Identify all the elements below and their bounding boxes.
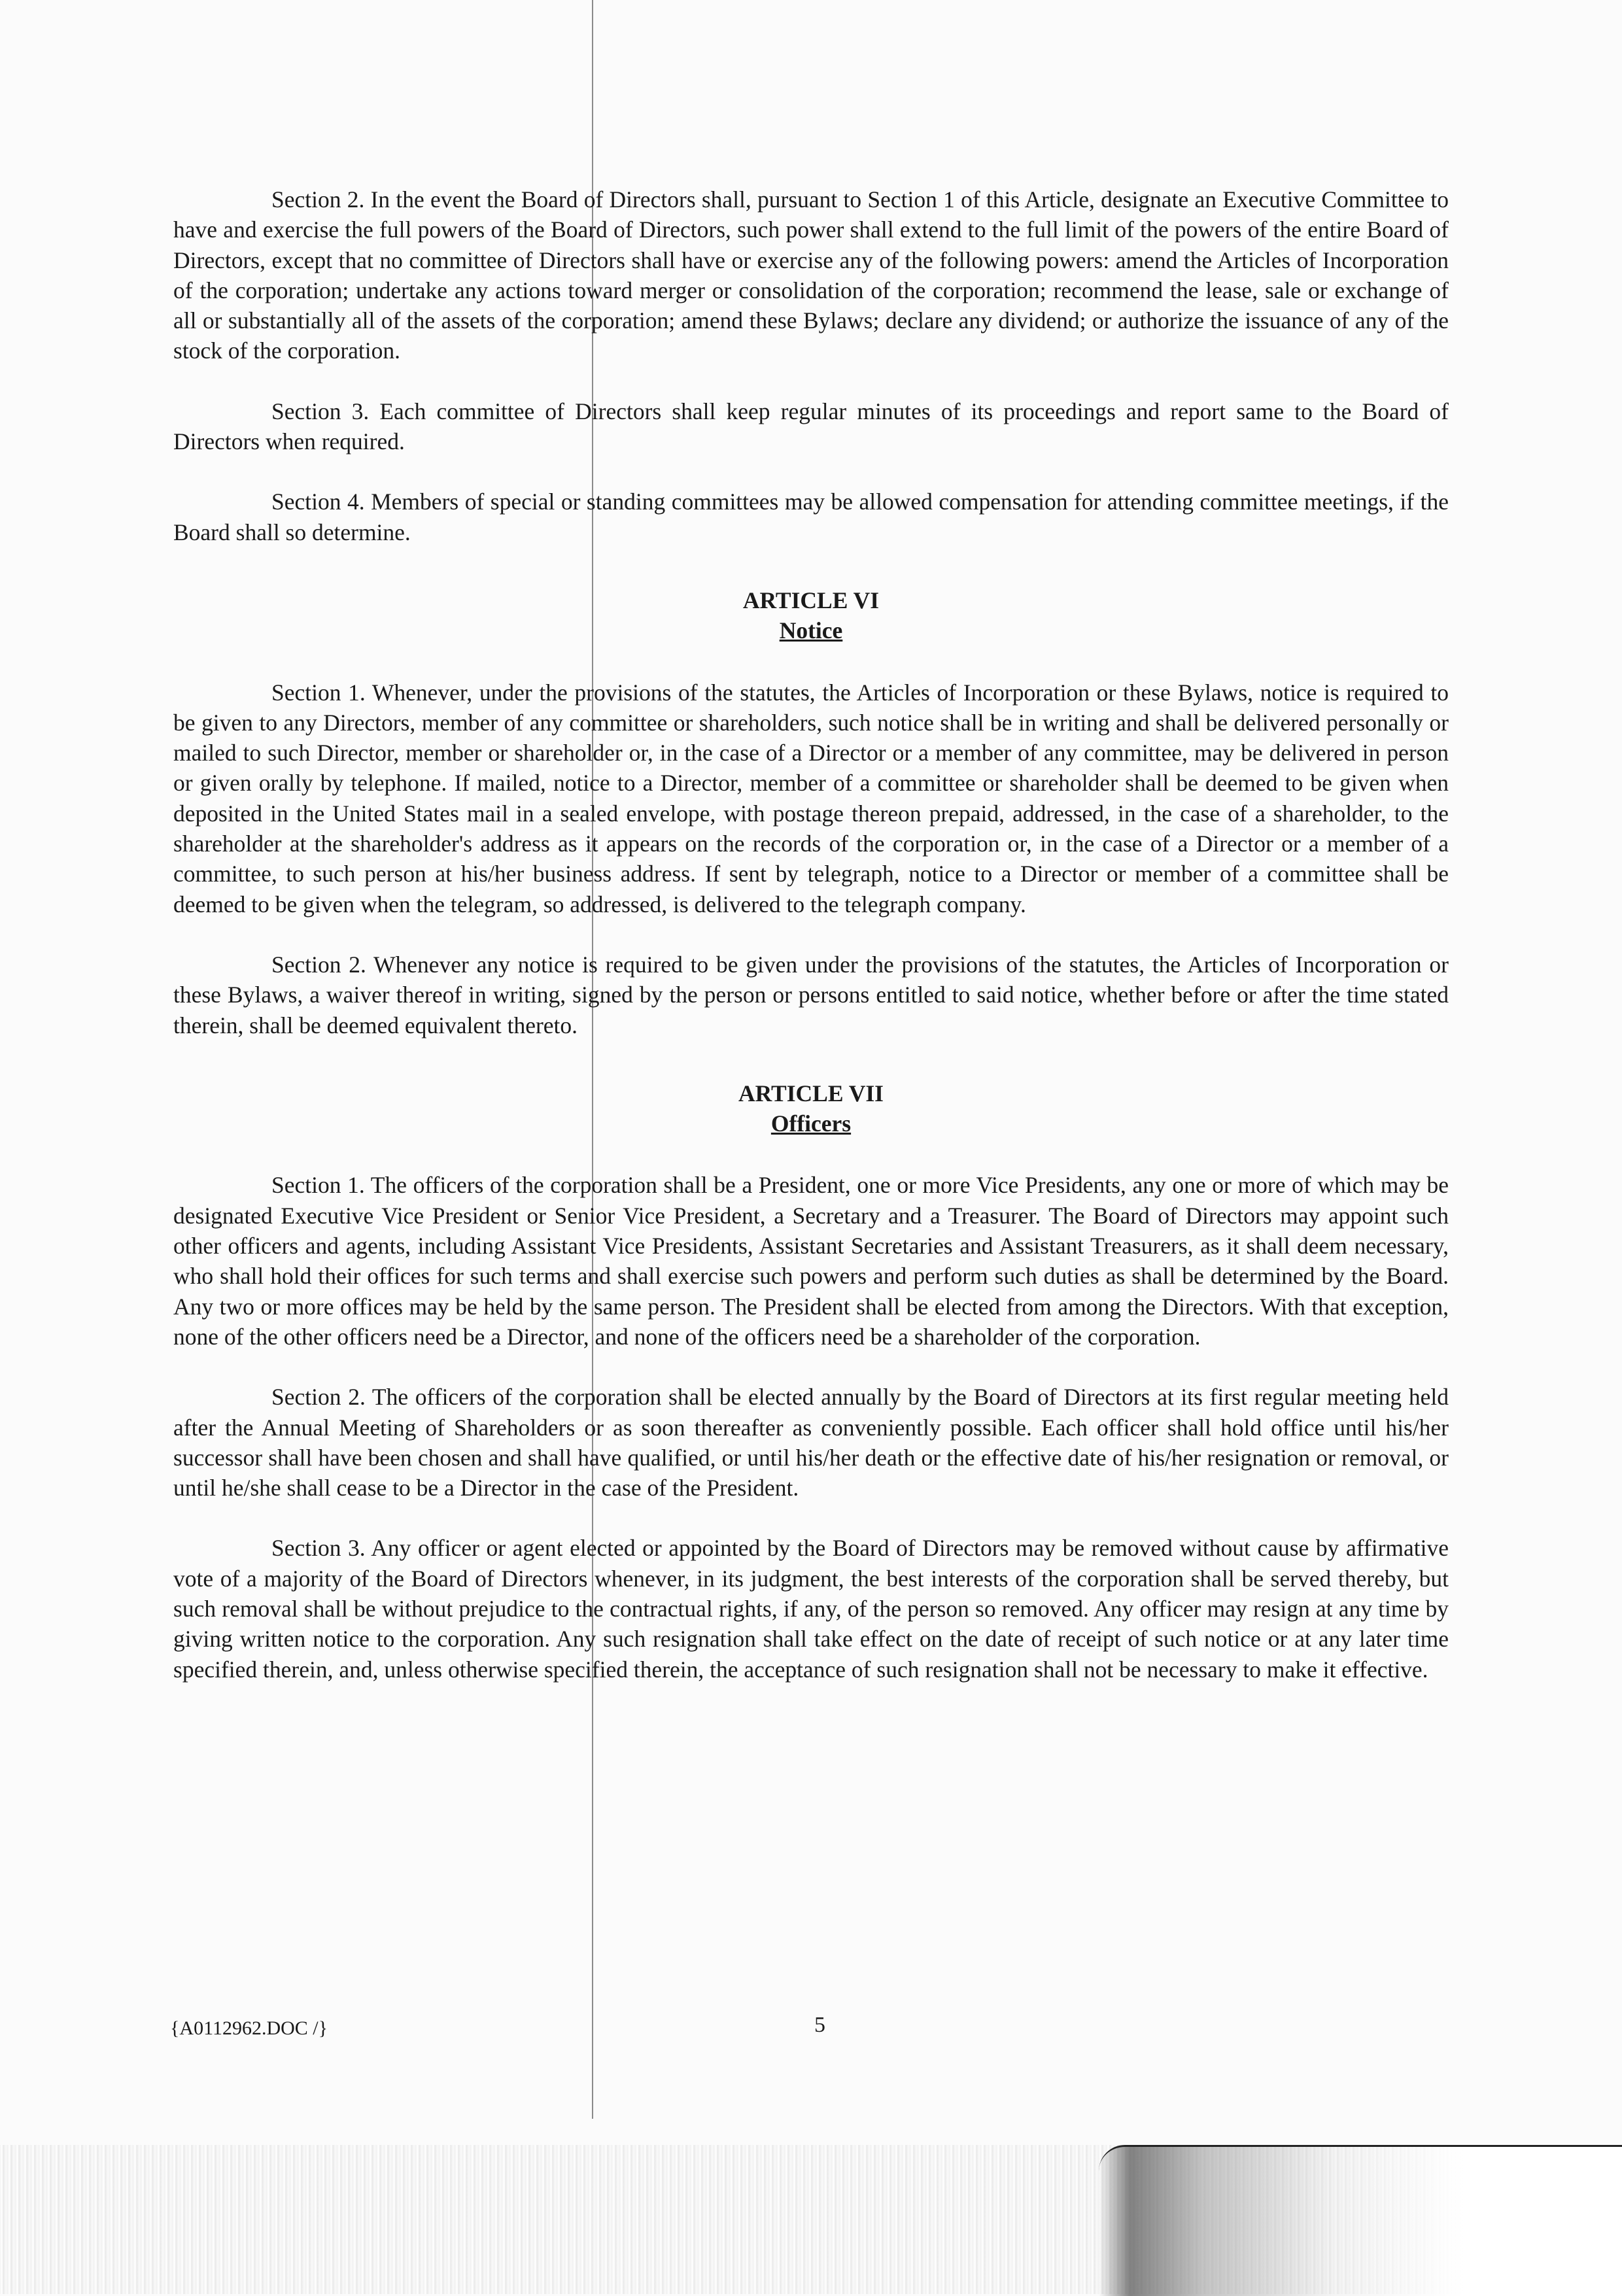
article-v-section-3: Section 3. Each committee of Directors shall keep regular minutes of its proceedings and report same to the Board of Directors when required. xyxy=(173,398,1449,455)
page-number: 5 xyxy=(814,2013,825,2037)
article-vii-subheading: Officers xyxy=(770,1110,852,1137)
article-vii-heading: ARTICLE VII xyxy=(738,1080,884,1106)
article-v-section-4: Section 4. Members of special or standing committees may be allowed compensation for attending committee meetings, if the Board shall so determine. xyxy=(173,488,1449,545)
article-vi-subheading: Notice xyxy=(779,617,843,644)
article-vi-section-1: Section 1. Whenever, under the provisions of the statutes, the Articles of Incorporation or these Bylaws, notice is required to be given to any Directors, member of any committee or shareholders, such notice shall be in writing and shall be delivered personally or mailed to such Director, member or shareholder or, in the case of a Director or a member of any committee, may be delivered in person or given orally by telephone. If mailed, notice to a Director, member of a committee or shareholder shall be deemed to be given when deposited in the United States mail in a sealed envelope, with postage thereon prepaid, addressed, in the case of a shareholder, to the shareholder at the shareholder's address as it appears on the records of the corporation or, in the case of a Director or a member of a committee, to such person at his/her business address. If sent by telegraph, notice to a Director or member of a committee shall be deemed to be given when the telegram, so addressed, is delivered to the telegraph company. xyxy=(173,679,1449,917)
article-v-section-2: Section 2. In the event the Board of Directors shall, pursuant to Section 1 of this Article, designate an Executive Committee to have and exercise the full powers of the Board of Directors, such power shall extend to the full limit of the powers of the entire Board of Directors, except that no committee of Directors shall have or exercise any of the following powers: amend the Articles of Incorporation of the corporation; undertake any actions toward merger or consolidation of the corporation; recommend the lease, sale or exchange of all or substantially all of the assets of the corporation; amend these Bylaws; declare any dividend; or authorize the issuance of any of the stock of the corporation. xyxy=(173,186,1449,364)
article-vii-section-2: Section 2. The officers of the corporation shall be elected annually by the Board of Directors at its first regular meeting held after the Annual Meeting of Shareholders or as soon thereafter as conveniently possible. Each officer shall hold office until his/her successor shall have been chosen and shall have qualified, or until his/her death or the effective date of his/her resignation or removal, or until he/she shall cease to be a Director in the case of the President. xyxy=(173,1384,1449,1501)
article-vii-section-1: Section 1. The officers of the corporation shall be a President, one or more Vice Presidents, any one or more of which may be designated Executive Vice President or Senior Vice President, a Secretary and a Treasurer. The Board of Directors may appoint such other officers and agents, including Assistant Vice Presidents, Assistant Secretaries and Assistant Treasurers, as it shall deem necessary, who shall hold their offices for such terms and shall exercise such powers and perform such duties as shall be determined by the Board. Any two or more offices may be held by the same person. The President shall be elected from among the Directors. With that exception, none of the other officers need be a Director, and none of the officers need be a shareholder of the corporation. xyxy=(173,1172,1449,1350)
document-body xyxy=(173,184,1449,1685)
article-vi-heading: ARTICLE VI xyxy=(742,587,880,613)
document-id: {A0112962.DOC /} xyxy=(170,2017,328,2039)
article-vii-section-3: Section 3. Any officer or agent elected or appointed by the Board of Directors may be removed without cause by affirmative vote of a majority of the Board of Directors whenever, in its judgment, the best interests of the corporation shall be served thereby, but such removal shall be without prejudice to the contractual rights, if any, of the person so removed. Any officer may resign at any time by giving written notice to the corporation. Any such resignation shall take effect on the date of receipt of such notice or at any later time specified therein, and, unless otherwise specified therein, the acceptance of such resignation shall not be necessary to make it effective. xyxy=(173,1535,1449,1683)
article-vi-section-2: Section 2. Whenever any notice is required to be given under the provisions of the statutes, the Articles of Incorporation or these Bylaws, a waiver thereof in writing, signed by the person or persons entitled to said notice, whether before or after the time stated therein, shall be deemed equivalent thereto. xyxy=(173,951,1449,1038)
scanner-edge-shadow xyxy=(1099,2145,1622,2296)
